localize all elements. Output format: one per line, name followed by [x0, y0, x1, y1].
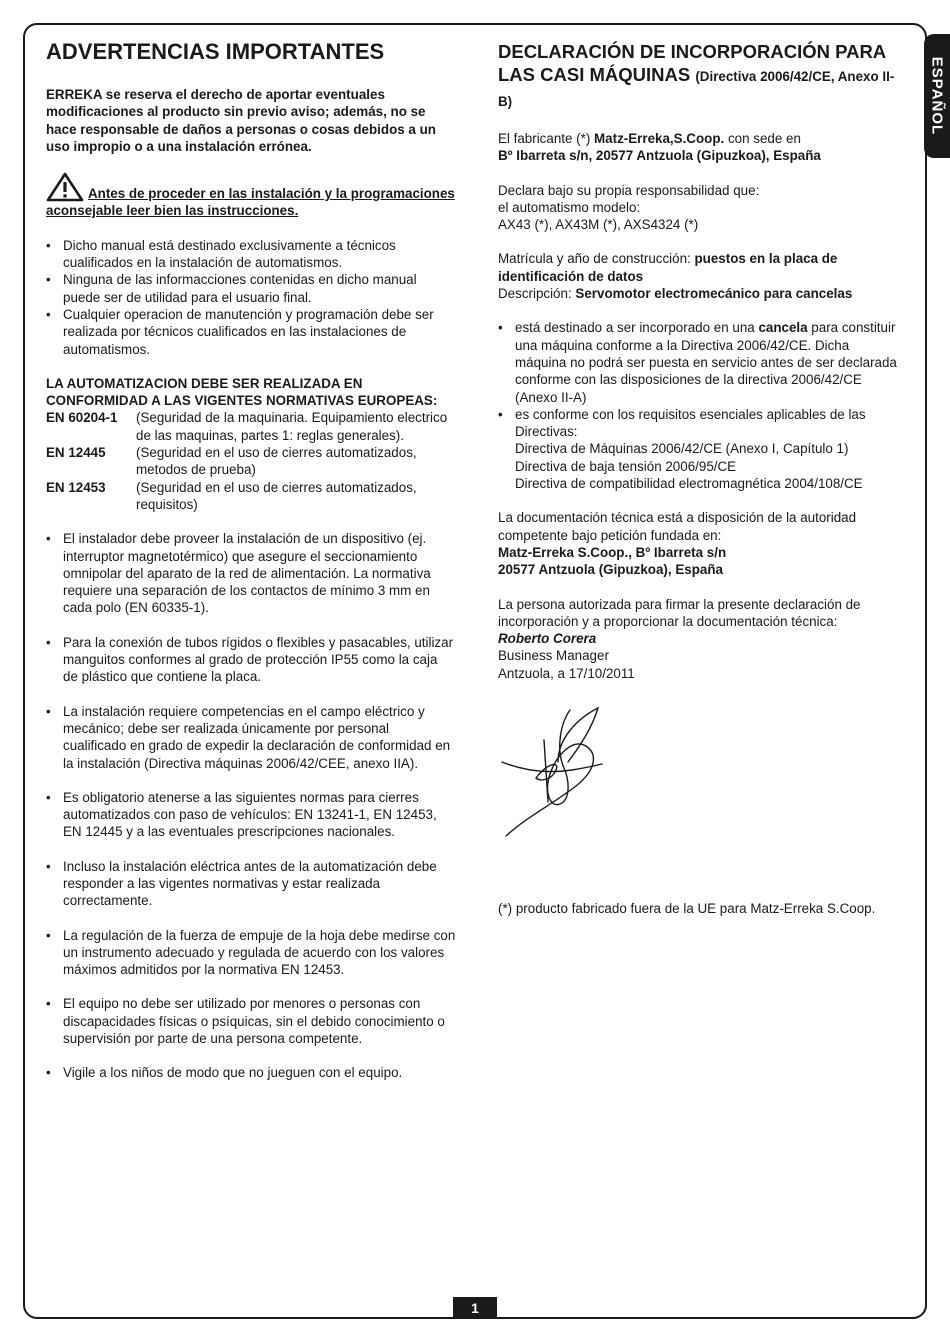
- declares-line-1: Declara bajo su propia responsabilidad que:: [498, 182, 760, 198]
- model-list: AX43 (*), AX43M (*), AXS4324 (*): [498, 217, 699, 233]
- list-item: • Es obligatorio atenerse a las siguientes normas para cierres automatizados con paso de vehículos: EN 13241-1, EN 12453, EN 12445 y a las eventuales prescripciones nacionales.: [46, 789, 456, 841]
- norm-description: (Seguridad en el uso de cierres automatizados, metodos de prueba): [136, 445, 417, 478]
- signer-role: Business Manager: [498, 648, 609, 664]
- manufacturer-address: Bº Ibarreta s/n, 20577 Antzuola (Gipuzkoa), España: [498, 148, 821, 164]
- list-item: [498, 406, 898, 492]
- bullet-list-a: [46, 237, 456, 358]
- list-item: • Dicho manual está destinado exclusivamente a técnicos cualificados en la instalación de automatismos.: [46, 237, 456, 272]
- warning-note: [46, 172, 456, 220]
- signature-image: [498, 704, 608, 844]
- norm-row: [46, 444, 456, 479]
- bullet-text: está destinado a ser incorporado en una: [515, 320, 759, 336]
- list-item: • Incluso la instalación eléctrica antes de la automatización debe responder a las vigentes normativas y estar realizada correctamente.: [46, 858, 456, 910]
- language-label: ESPAÑOL: [928, 56, 946, 136]
- language-tab: [924, 34, 950, 158]
- declaration-bullets: [498, 319, 898, 492]
- declares-line-2: el automatismo modelo:: [498, 199, 641, 215]
- list-item: • Vigile a los niños de modo que no jueguen con el equipo.: [46, 1064, 456, 1081]
- directive-line: Directiva de baja tensión 2006/95/CE: [515, 458, 737, 474]
- footnote: (*) producto fabricado fuera de la UE para Matz-Erreka S.Coop.: [498, 901, 876, 917]
- norm-code: EN 12445: [46, 445, 106, 461]
- norm-row: [46, 409, 456, 444]
- directive-line: • es conforme con los requisitos esenciales aplicables de las Directivas:: [515, 406, 866, 440]
- declaration-title-main: DECLARACIÓN DE INCORPORACIÓN PARA LAS CASI MÁQUINAS: [498, 41, 886, 85]
- norm-description: (Seguridad en el uso de cierres automatizados, requisitos): [136, 479, 417, 512]
- directive-line: Directiva de Máquinas 2006/42/CE (Anexo I, Capítulo 1): [515, 441, 849, 457]
- warnings-title: ADVERTENCIAS IMPORTANTES: [46, 39, 385, 64]
- description-label: Descripción:: [498, 286, 576, 302]
- description-line: [498, 285, 898, 302]
- bullet-text: para constituir una máquina conforme a la Directiva 2006/42/CE. Dicha máquina no podrá ser puesta en servicio antes de ser declarada conforme con las disposiciones de la directiva 2006/42/CE (Anexo II-A): [515, 320, 897, 405]
- manufacturer-mid: con sede en: [724, 131, 801, 146]
- norms-heading: LA AUTOMATIZACION DEBE SER REALIZADA EN CONFORMIDAD A LAS VIGENTES NORMATIVAS EUROPEAS:: [46, 375, 438, 409]
- warning-triangle-icon: [46, 172, 84, 202]
- bullet-bold: cancela: [758, 320, 808, 336]
- declaration-column: [498, 38, 898, 918]
- intro-paragraph: ERREKA se reserva el derecho de aportar eventuales modificaciones al producto sin previo aviso; además, no se hace responsable de daños a personas o cosas debidos a un uso impropio o a una instalación errónea.: [46, 87, 436, 154]
- norm-description: (Seguridad de la maquinaria. Equipamiento electrico de las maquinas, partes 1: reglas generales).: [136, 410, 448, 443]
- documentation-text: La documentación técnica está a disposición de la autoridad competente bajo petición fundada en:: [498, 510, 857, 543]
- serial-label: Matrícula y año de construcción:: [498, 251, 695, 267]
- list-item: • La instalación requiere competencias en el campo eléctrico y mecánico; debe ser realizada únicamente por personal cualificado en grado de expedir la declaración de conformidad en la instalación (Directiva máquinas 2006/42/CEE, anexo IIA).: [46, 703, 456, 772]
- list-item: • El equipo no debe ser utilizado por menores o personas con discapacidades físicas o psíquicas, sin el debido conocimiento o supervisión por parte de una persona competente.: [46, 995, 456, 1047]
- serial-value: puestos en la placa de identificación de datos: [498, 251, 838, 284]
- norm-row: [46, 479, 456, 514]
- declaration-title: [498, 40, 898, 113]
- documentation-address-1: Matz-Erreka S.Coop., Bº Ibarreta s/n: [498, 544, 727, 560]
- warning-text: Antes de proceder en las instalación y la programaciones aconsejable leer bien las instrucciones.: [46, 186, 455, 219]
- directive-line: Directiva de compatibilidad electromagnética 2004/108/CE: [515, 476, 863, 492]
- page-number: 1: [453, 1297, 497, 1319]
- list-item: • La regulación de la fuerza de empuje de la hoja debe medirse con un instrumento adecuado y regulada de acuerdo con los valores máximos admitidos por la normativa EN 12453.: [46, 927, 456, 979]
- serial-line: [498, 250, 898, 285]
- norm-code: EN 12453: [46, 479, 106, 495]
- warnings-column: [46, 38, 456, 1082]
- authorized-text: La persona autorizada para firmar la presente declaración de incorporación y a proporcionar la documentación técnica:: [498, 596, 861, 629]
- manufacturer-line: [498, 130, 898, 147]
- list-item: • Cualquier operacion de manutención y programación debe ser realizada por técnicos cualificados en las instalaciones de automatismos.: [46, 306, 456, 358]
- declaration-title-directive: (Directiva 2006/42/CE, Anexo II-B): [498, 69, 895, 109]
- signer-name: Roberto Corera: [498, 631, 597, 647]
- manufacturer-prefix: El fabricante (*): [498, 131, 595, 146]
- bullet-list-b: [46, 530, 456, 1081]
- documentation-address-2: 20577 Antzuola (Gipuzkoa), España: [498, 562, 723, 578]
- signer-place-date: Antzuola, a 17/10/2011: [498, 665, 635, 681]
- list-item: • El instalador debe proveer la instalación de un dispositivo (ej. interruptor magnetotérmico) que asegure el seccionamiento omnipolar del aparato de la red de alimentación. La normativa requiere una separación de los contactos de mínimo 3 mm en cada polo (EN 60335-1).: [46, 530, 456, 616]
- list-item: • Ninguna de las informacciones contenidas en dicho manual puede ser de utilidad para el usuario final.: [46, 271, 456, 306]
- norm-code: EN 60204-1: [46, 410, 118, 426]
- description-value: Servomotor electromecánico para cancelas: [575, 286, 853, 302]
- list-item: • Para la conexión de tubos rígidos o flexibles y pasacables, utilizar manguitos conformes al grado de protección IP55 como la caja de plástico que contiene la placa.: [46, 634, 456, 686]
- manufacturer-name: Matz-Erreka,S.Coop.: [594, 131, 725, 146]
- list-item: [498, 319, 898, 405]
